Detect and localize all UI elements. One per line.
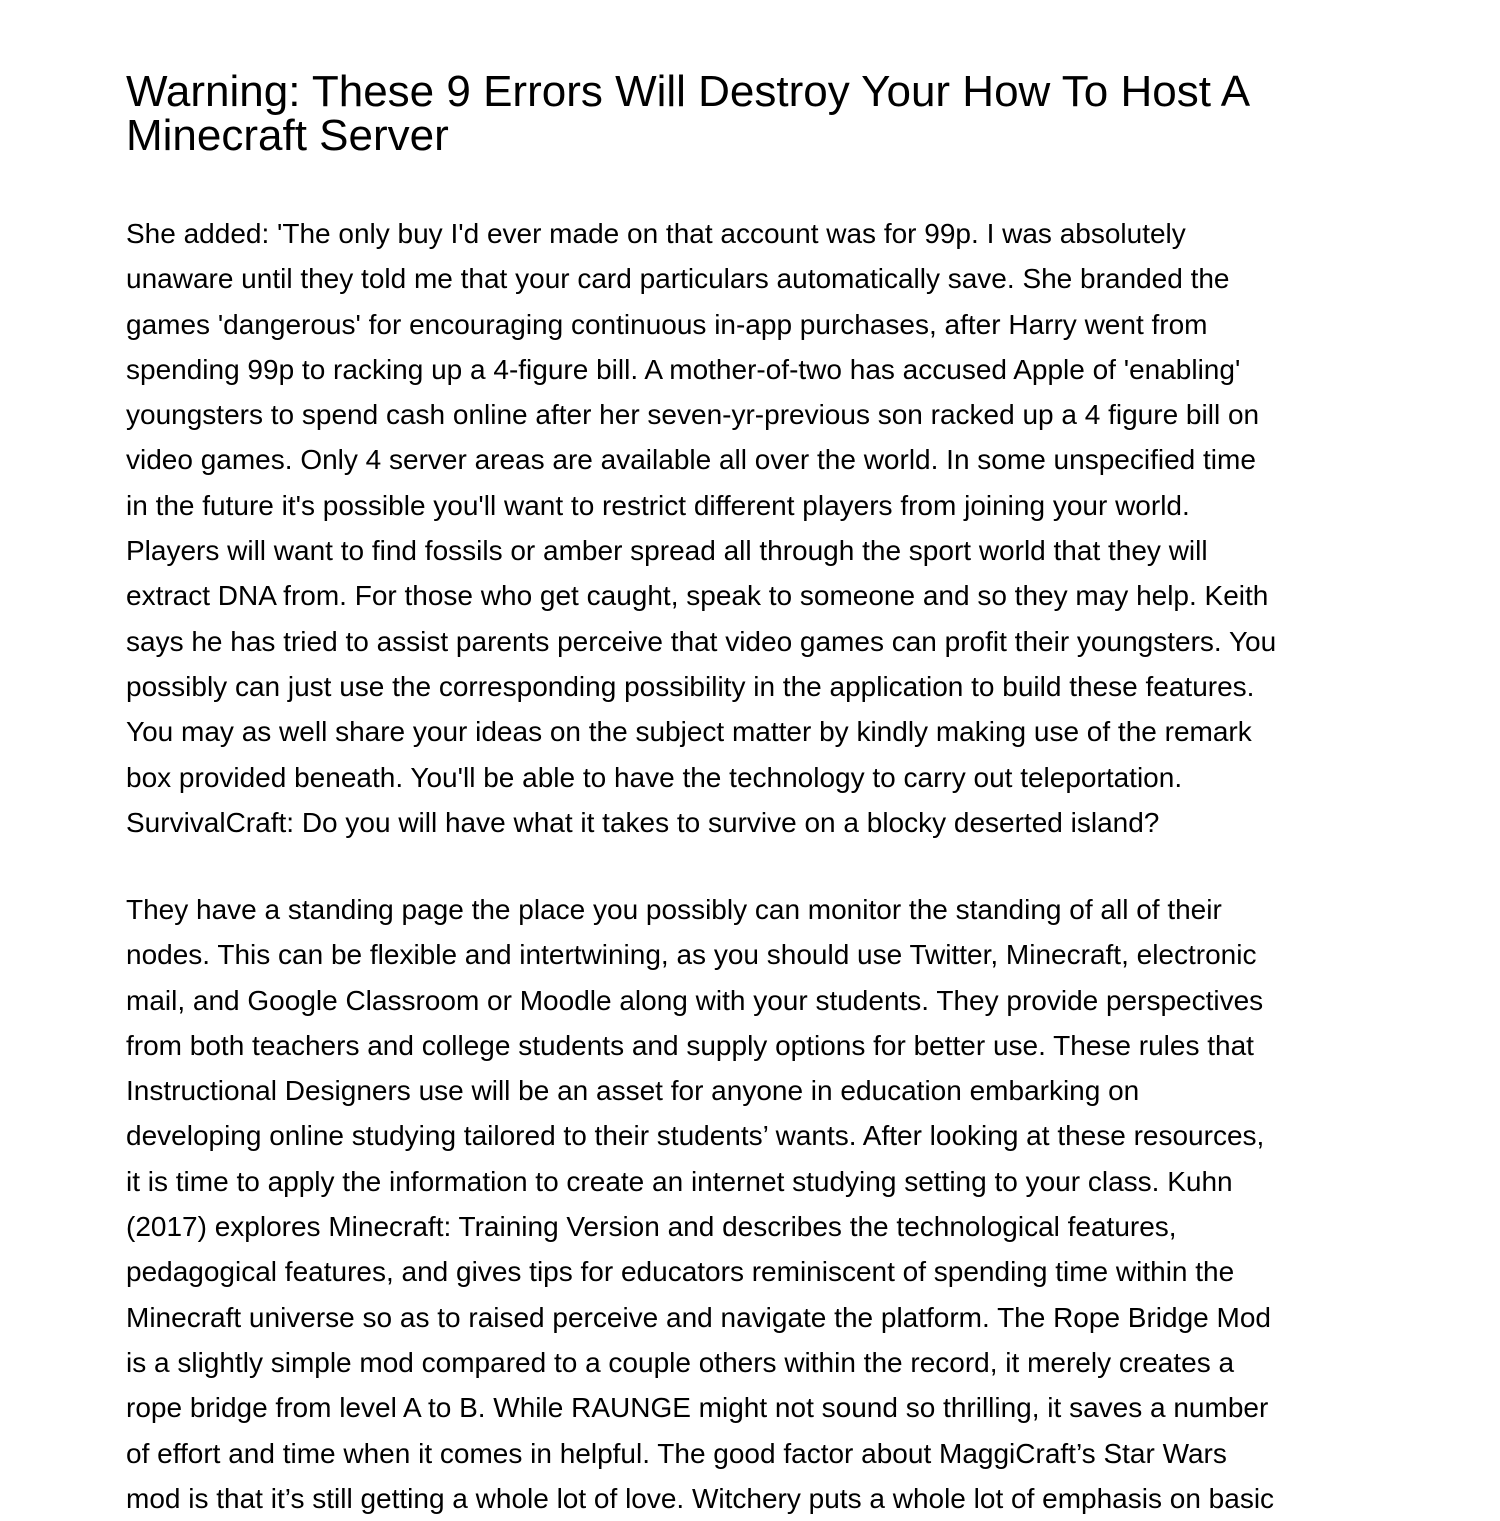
text-line: She added: 'The only buy I'd ever made on that account was for 99p. I was absolutely xyxy=(126,218,1186,249)
text-line: developing online studying tailored to their students’ wants. After looking at these resources, xyxy=(126,1120,1265,1152)
paragraph-2 xyxy=(126,887,1426,1521)
text-line: games 'dangerous' for encouraging continuous in-app purchases, after Harry went from xyxy=(126,308,1208,340)
text-line: (2017) explores Minecraft: Training Version and describes the technological features, xyxy=(126,1211,1177,1243)
text-line: it is time to apply the information to create an internet studying setting to your class. Kuhn xyxy=(126,1165,1233,1197)
text-line: possibly can just use the corresponding possibility in the application to build these features. xyxy=(126,670,1255,702)
text-line: spending 99p to racking up a 4-figure bill. A mother-of-two has accused Apple of 'enabling' xyxy=(126,353,1241,385)
text-line: mail, and Google Classroom or Moodle along with your students. They provide perspectives xyxy=(126,984,1264,1016)
title-line: Minecraft Server xyxy=(126,111,449,160)
text-line: youngsters to spend cash online after her seven-yr-previous son racked up a 4 figure bill on xyxy=(126,399,1260,431)
title-line: Warning: These 9 Errors Will Destroy Your How To Host A xyxy=(126,67,1251,116)
text-line: says he has tried to assist parents perceive that video games can profit their youngsters. You xyxy=(126,625,1277,657)
document-title xyxy=(126,67,1386,160)
text-line: rope bridge from level A to B. While RAUNGE might not sound so thrilling, it saves a number xyxy=(126,1392,1269,1424)
text-line: box provided beneath. You'll be able to have the technology to carry out teleportation. xyxy=(126,761,1183,793)
text-line: Minecraft universe so as to raised perceive and navigate the platform. The Rope Bridge Mod xyxy=(126,1301,1271,1333)
text-line: nodes. This can be flexible and intertwining, as you should use Twitter, Minecraft, electronic xyxy=(126,939,1257,971)
text-line: SurvivalCraft: Do you will have what it takes to survive on a blocky deserted island? xyxy=(126,806,1160,838)
text-line: pedagogical features, and gives tips for educators reminiscent of spending time within the xyxy=(126,1256,1235,1288)
text-line: You may as well share your ideas on the subject matter by kindly making use of the remark xyxy=(126,716,1252,748)
text-line: unaware until they told me that your card particulars automatically save. She branded the xyxy=(126,263,1230,295)
text-line: is a slightly simple mod compared to a couple others within the record, it merely creates a xyxy=(126,1346,1235,1378)
text-line: video games. Only 4 server areas are available all over the world. In some unspecified time xyxy=(126,444,1256,476)
text-line: Players will want to find fossils or amber spread all through the sport world that they will xyxy=(126,535,1208,567)
text-line: mod is that it’s still getting a whole lot of love. Witchery puts a whole lot of emphasis on basic xyxy=(126,1482,1275,1514)
paragraph-1 xyxy=(126,211,1426,845)
text-line: of effort and time when it comes in helpful. The good factor about MaggiCraft’s Star Wars xyxy=(126,1437,1227,1469)
text-line: from both teachers and college students and supply options for better use. These rules that xyxy=(126,1029,1254,1061)
text-line: in the future it's possible you'll want to restrict different players from joining your world. xyxy=(126,489,1190,521)
text-line: Instructional Designers use will be an asset for anyone in education embarking on xyxy=(126,1075,1140,1107)
text-line: extract DNA from. For those who get caught, speak to someone and so they may help. Keith xyxy=(126,580,1269,612)
text-line: They have a standing page the place you possibly can monitor the standing of all of their xyxy=(126,894,1222,925)
